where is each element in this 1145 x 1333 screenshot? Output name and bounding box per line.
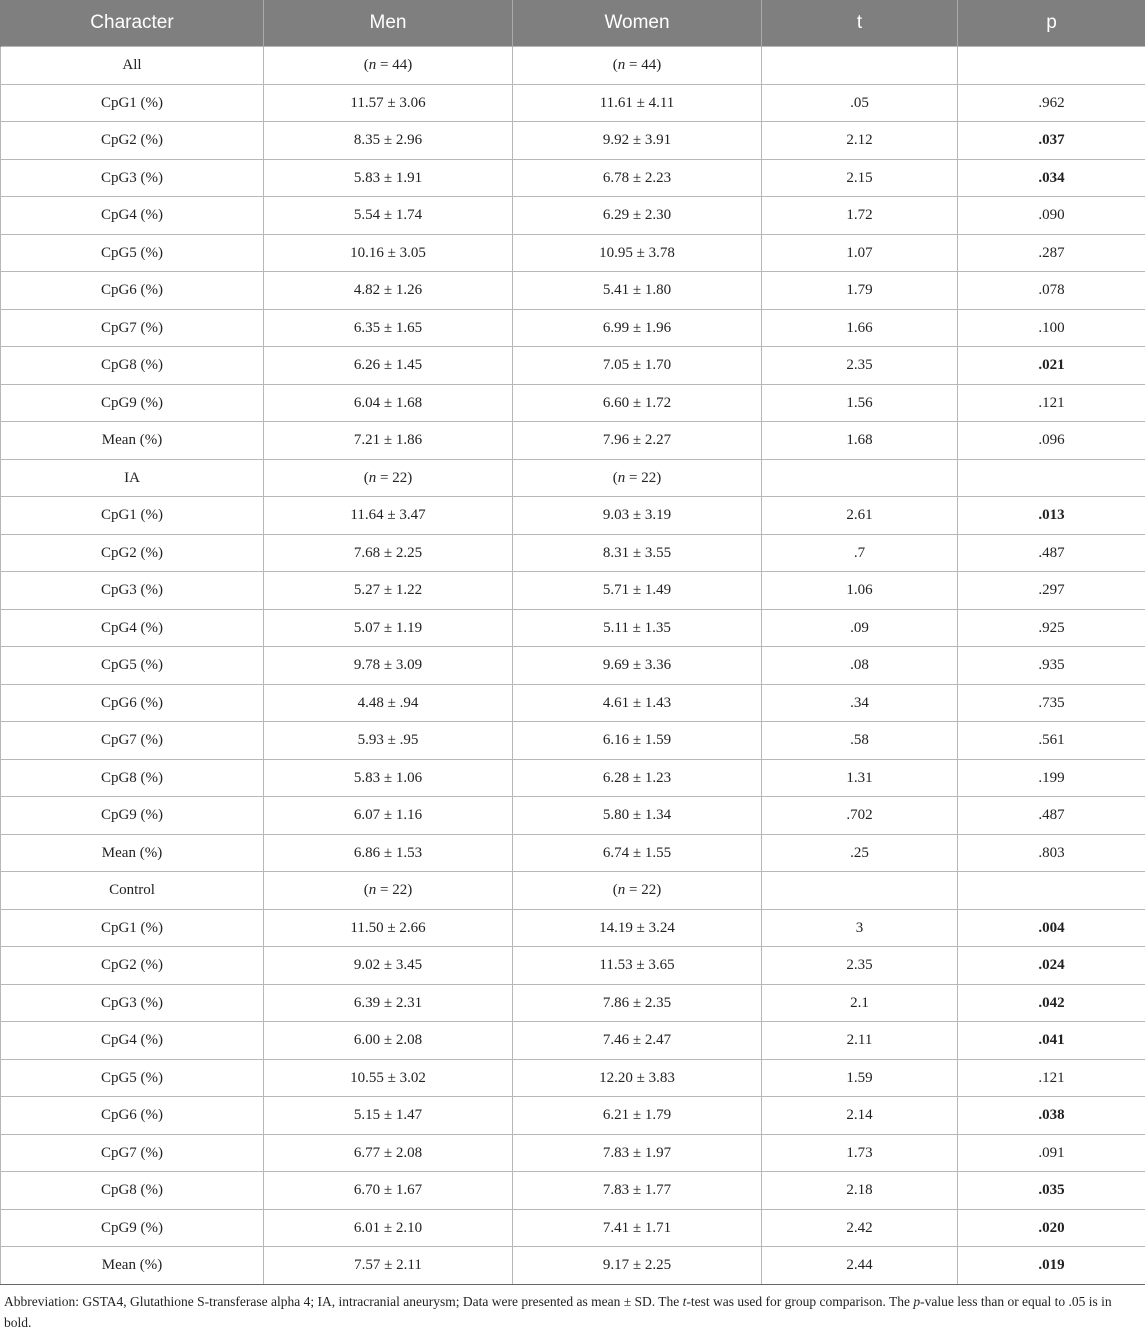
- cell-character: CpG3 (%): [1, 572, 264, 610]
- table-row: [1, 834, 1145, 872]
- cell-men: 5.15 ± 1.47: [264, 1097, 513, 1135]
- cell-men: 11.50 ± 2.66: [264, 909, 513, 947]
- cell-women: 9.17 ± 2.25: [513, 1247, 762, 1285]
- cell-men: 10.55 ± 3.02: [264, 1059, 513, 1097]
- cell-t: [762, 872, 958, 910]
- cell-character: CpG3 (%): [1, 984, 264, 1022]
- table-row: [1, 1059, 1145, 1097]
- table-row: [1, 984, 1145, 1022]
- table-row: [1, 497, 1145, 535]
- cell-p: .487: [958, 797, 1145, 835]
- cell-t: [762, 459, 958, 497]
- cell-p: .042: [958, 984, 1145, 1022]
- cell-p: .735: [958, 684, 1145, 722]
- header-character: Character: [1, 0, 264, 47]
- cell-men: 5.54 ± 1.74: [264, 197, 513, 235]
- cell-women: 6.74 ± 1.55: [513, 834, 762, 872]
- cell-men: 6.04 ± 1.68: [264, 384, 513, 422]
- cell-p: .091: [958, 1134, 1145, 1172]
- cell-character: CpG4 (%): [1, 609, 264, 647]
- cell-character: CpG9 (%): [1, 1209, 264, 1247]
- cell-p: .041: [958, 1022, 1145, 1060]
- cell-p: .090: [958, 197, 1145, 235]
- table-row: [1, 1247, 1145, 1285]
- cell-p: .035: [958, 1172, 1145, 1210]
- table-row: [1, 572, 1145, 610]
- cell-p: .962: [958, 84, 1145, 122]
- table-body: [1, 47, 1145, 1285]
- cell-men: 6.86 ± 1.53: [264, 834, 513, 872]
- table-row: [1, 197, 1145, 235]
- cell-women: 7.96 ± 2.27: [513, 422, 762, 460]
- table-row: [1, 909, 1145, 947]
- cell-t: 2.44: [762, 1247, 958, 1285]
- cell-t: 2.61: [762, 497, 958, 535]
- cell-men: 5.27 ± 1.22: [264, 572, 513, 610]
- cell-character: CpG1 (%): [1, 497, 264, 535]
- cell-t: 1.31: [762, 759, 958, 797]
- cell-p: [958, 47, 1145, 85]
- cell-p: .021: [958, 347, 1145, 385]
- table-row: [1, 759, 1145, 797]
- table-row: [1, 534, 1145, 572]
- cell-p: .935: [958, 647, 1145, 685]
- table-row: [1, 1022, 1145, 1060]
- cell-t: 2.35: [762, 947, 958, 985]
- cell-character: CpG9 (%): [1, 384, 264, 422]
- cell-men: 6.01 ± 2.10: [264, 1209, 513, 1247]
- n-symbol: n: [618, 470, 626, 486]
- cell-men: 5.07 ± 1.19: [264, 609, 513, 647]
- cell-women: 6.78 ± 2.23: [513, 159, 762, 197]
- cell-t: .34: [762, 684, 958, 722]
- cell-men: 9.02 ± 3.45: [264, 947, 513, 985]
- cell-women: 7.83 ± 1.77: [513, 1172, 762, 1210]
- cell-character: CpG5 (%): [1, 647, 264, 685]
- cell-women: 6.21 ± 1.79: [513, 1097, 762, 1135]
- cell-men: 10.16 ± 3.05: [264, 234, 513, 272]
- cell-women: 5.41 ± 1.80: [513, 272, 762, 310]
- cell-t: 1.06: [762, 572, 958, 610]
- cell-men: 6.07 ± 1.16: [264, 797, 513, 835]
- cell-character: CpG6 (%): [1, 1097, 264, 1135]
- cell-p: .019: [958, 1247, 1145, 1285]
- table-row: [1, 84, 1145, 122]
- table-row: [1, 722, 1145, 760]
- table-row: [1, 422, 1145, 460]
- cell-t: 2.35: [762, 347, 958, 385]
- footnote-text-1: Abbreviation: GSTA4, Glutathione S-transferase alpha 4; IA, intracranial aneurysm; Data were presented as mean ± SD. The: [4, 1294, 683, 1309]
- cell-p: .121: [958, 1059, 1145, 1097]
- cell-men: 6.35 ± 1.65: [264, 309, 513, 347]
- cell-p: .034: [958, 159, 1145, 197]
- cell-women: 7.46 ± 2.47: [513, 1022, 762, 1060]
- cell-men: 11.57 ± 3.06: [264, 84, 513, 122]
- cell-men: 6.39 ± 2.31: [264, 984, 513, 1022]
- table-row: [1, 159, 1145, 197]
- table-row: [1, 1134, 1145, 1172]
- footnote-text-2: -test was used for group comparison. The: [686, 1294, 913, 1309]
- cell-women: (n = 44): [513, 47, 762, 85]
- table-row: [1, 1097, 1145, 1135]
- cell-men: 7.21 ± 1.86: [264, 422, 513, 460]
- cell-character: CpG2 (%): [1, 947, 264, 985]
- cell-character: CpG9 (%): [1, 797, 264, 835]
- cell-p: .078: [958, 272, 1145, 310]
- cell-men: 8.35 ± 2.96: [264, 122, 513, 160]
- cell-character: CpG1 (%): [1, 84, 264, 122]
- cell-men: 5.93 ± .95: [264, 722, 513, 760]
- cell-men: 7.57 ± 2.11: [264, 1247, 513, 1285]
- table-section-row: [1, 459, 1145, 497]
- cell-women: 5.11 ± 1.35: [513, 609, 762, 647]
- cell-women: 4.61 ± 1.43: [513, 684, 762, 722]
- cell-t: 1.56: [762, 384, 958, 422]
- cell-character: All: [1, 47, 264, 85]
- footnote-text-3: -value less than or equal to .05 is in bold.: [4, 1294, 1112, 1330]
- cell-character: CpG8 (%): [1, 759, 264, 797]
- cell-t: 1.73: [762, 1134, 958, 1172]
- cell-p: .020: [958, 1209, 1145, 1247]
- table-section-row: [1, 47, 1145, 85]
- header-women: Women: [513, 0, 762, 47]
- cell-t: .702: [762, 797, 958, 835]
- cell-women: 6.16 ± 1.59: [513, 722, 762, 760]
- cell-character: Mean (%): [1, 834, 264, 872]
- cell-women: 14.19 ± 3.24: [513, 909, 762, 947]
- cell-character: CpG6 (%): [1, 272, 264, 310]
- cell-character: CpG2 (%): [1, 534, 264, 572]
- table-section-row: [1, 872, 1145, 910]
- cell-p: .038: [958, 1097, 1145, 1135]
- cell-character: CpG3 (%): [1, 159, 264, 197]
- cell-p: .037: [958, 122, 1145, 160]
- n-symbol: n: [369, 57, 377, 73]
- cell-p: .024: [958, 947, 1145, 985]
- cell-women: (n = 22): [513, 872, 762, 910]
- cell-character: CpG7 (%): [1, 722, 264, 760]
- cell-men: 6.70 ± 1.67: [264, 1172, 513, 1210]
- table-row: [1, 122, 1145, 160]
- cell-men: 4.48 ± .94: [264, 684, 513, 722]
- cell-men: 6.77 ± 2.08: [264, 1134, 513, 1172]
- cell-p: .487: [958, 534, 1145, 572]
- cell-women: 7.05 ± 1.70: [513, 347, 762, 385]
- table-header-row: [1, 0, 1145, 47]
- n-symbol: n: [618, 57, 626, 73]
- footnote-t-italic: t: [683, 1294, 687, 1309]
- cell-p: .199: [958, 759, 1145, 797]
- cell-women: 10.95 ± 3.78: [513, 234, 762, 272]
- cell-p: .004: [958, 909, 1145, 947]
- cell-men: (n = 22): [264, 459, 513, 497]
- cell-p: [958, 872, 1145, 910]
- table-row: [1, 234, 1145, 272]
- cell-women: 6.29 ± 2.30: [513, 197, 762, 235]
- cell-character: IA: [1, 459, 264, 497]
- cell-men: 7.68 ± 2.25: [264, 534, 513, 572]
- cell-p: .803: [958, 834, 1145, 872]
- table-row: [1, 1209, 1145, 1247]
- cell-t: .05: [762, 84, 958, 122]
- table-row: [1, 1172, 1145, 1210]
- cell-t: 2.11: [762, 1022, 958, 1060]
- table-row: [1, 684, 1145, 722]
- table-row: [1, 609, 1145, 647]
- cell-p: .096: [958, 422, 1145, 460]
- cell-character: CpG5 (%): [1, 234, 264, 272]
- cell-character: CpG7 (%): [1, 309, 264, 347]
- n-symbol: n: [369, 882, 377, 898]
- cell-women: 9.69 ± 3.36: [513, 647, 762, 685]
- cell-women: 6.99 ± 1.96: [513, 309, 762, 347]
- cell-character: CpG5 (%): [1, 1059, 264, 1097]
- cell-women: 7.83 ± 1.97: [513, 1134, 762, 1172]
- cell-p: .121: [958, 384, 1145, 422]
- header-men: Men: [264, 0, 513, 47]
- table-row: [1, 347, 1145, 385]
- cell-t: 3: [762, 909, 958, 947]
- cell-character: CpG2 (%): [1, 122, 264, 160]
- cell-character: Control: [1, 872, 264, 910]
- cell-character: Mean (%): [1, 1247, 264, 1285]
- cell-women: 5.80 ± 1.34: [513, 797, 762, 835]
- n-symbol: n: [369, 470, 377, 486]
- cell-women: (n = 22): [513, 459, 762, 497]
- cell-t: 2.12: [762, 122, 958, 160]
- cell-character: CpG7 (%): [1, 1134, 264, 1172]
- table-footnote: [4, 1291, 1141, 1333]
- cell-men: 11.64 ± 3.47: [264, 497, 513, 535]
- cell-men: 5.83 ± 1.91: [264, 159, 513, 197]
- table-row: [1, 309, 1145, 347]
- cell-t: 2.1: [762, 984, 958, 1022]
- cell-men: 4.82 ± 1.26: [264, 272, 513, 310]
- header-t: t: [762, 0, 958, 47]
- table-row: [1, 384, 1145, 422]
- cell-men: 9.78 ± 3.09: [264, 647, 513, 685]
- cell-women: 9.03 ± 3.19: [513, 497, 762, 535]
- table-row: [1, 797, 1145, 835]
- cell-character: CpG6 (%): [1, 684, 264, 722]
- cell-p: .561: [958, 722, 1145, 760]
- table-row: [1, 647, 1145, 685]
- cell-character: CpG8 (%): [1, 1172, 264, 1210]
- cell-character: CpG1 (%): [1, 909, 264, 947]
- cell-t: 1.79: [762, 272, 958, 310]
- cell-t: 2.15: [762, 159, 958, 197]
- cell-t: 2.18: [762, 1172, 958, 1210]
- cell-women: 11.61 ± 4.11: [513, 84, 762, 122]
- cell-t: [762, 47, 958, 85]
- footnote-p-italic: p: [913, 1294, 920, 1309]
- cell-women: 9.92 ± 3.91: [513, 122, 762, 160]
- cell-men: 6.26 ± 1.45: [264, 347, 513, 385]
- cell-t: .7: [762, 534, 958, 572]
- cell-t: .58: [762, 722, 958, 760]
- cell-t: .25: [762, 834, 958, 872]
- cell-women: 11.53 ± 3.65: [513, 947, 762, 985]
- cell-character: CpG8 (%): [1, 347, 264, 385]
- cell-t: 1.07: [762, 234, 958, 272]
- cell-t: 2.14: [762, 1097, 958, 1135]
- cell-women: 5.71 ± 1.49: [513, 572, 762, 610]
- cell-t: .08: [762, 647, 958, 685]
- cell-p: .297: [958, 572, 1145, 610]
- cell-p: [958, 459, 1145, 497]
- n-symbol: n: [618, 882, 626, 898]
- cell-t: 2.42: [762, 1209, 958, 1247]
- cell-t: 1.59: [762, 1059, 958, 1097]
- cell-character: Mean (%): [1, 422, 264, 460]
- cell-men: (n = 44): [264, 47, 513, 85]
- cell-t: .09: [762, 609, 958, 647]
- cell-p: .013: [958, 497, 1145, 535]
- cell-character: CpG4 (%): [1, 1022, 264, 1060]
- table-row: [1, 947, 1145, 985]
- cell-p: .925: [958, 609, 1145, 647]
- table-row: [1, 272, 1145, 310]
- cell-women: 6.28 ± 1.23: [513, 759, 762, 797]
- cell-character: CpG4 (%): [1, 197, 264, 235]
- cell-women: 12.20 ± 3.83: [513, 1059, 762, 1097]
- cell-men: 6.00 ± 2.08: [264, 1022, 513, 1060]
- cell-t: 1.72: [762, 197, 958, 235]
- cell-t: 1.66: [762, 309, 958, 347]
- cell-women: 7.86 ± 2.35: [513, 984, 762, 1022]
- cell-women: 7.41 ± 1.71: [513, 1209, 762, 1247]
- header-p: p: [958, 0, 1145, 47]
- cell-women: 8.31 ± 3.55: [513, 534, 762, 572]
- cell-women: 6.60 ± 1.72: [513, 384, 762, 422]
- cell-men: (n = 22): [264, 872, 513, 910]
- cell-p: .100: [958, 309, 1145, 347]
- cell-men: 5.83 ± 1.06: [264, 759, 513, 797]
- cell-t: 1.68: [762, 422, 958, 460]
- cell-p: .287: [958, 234, 1145, 272]
